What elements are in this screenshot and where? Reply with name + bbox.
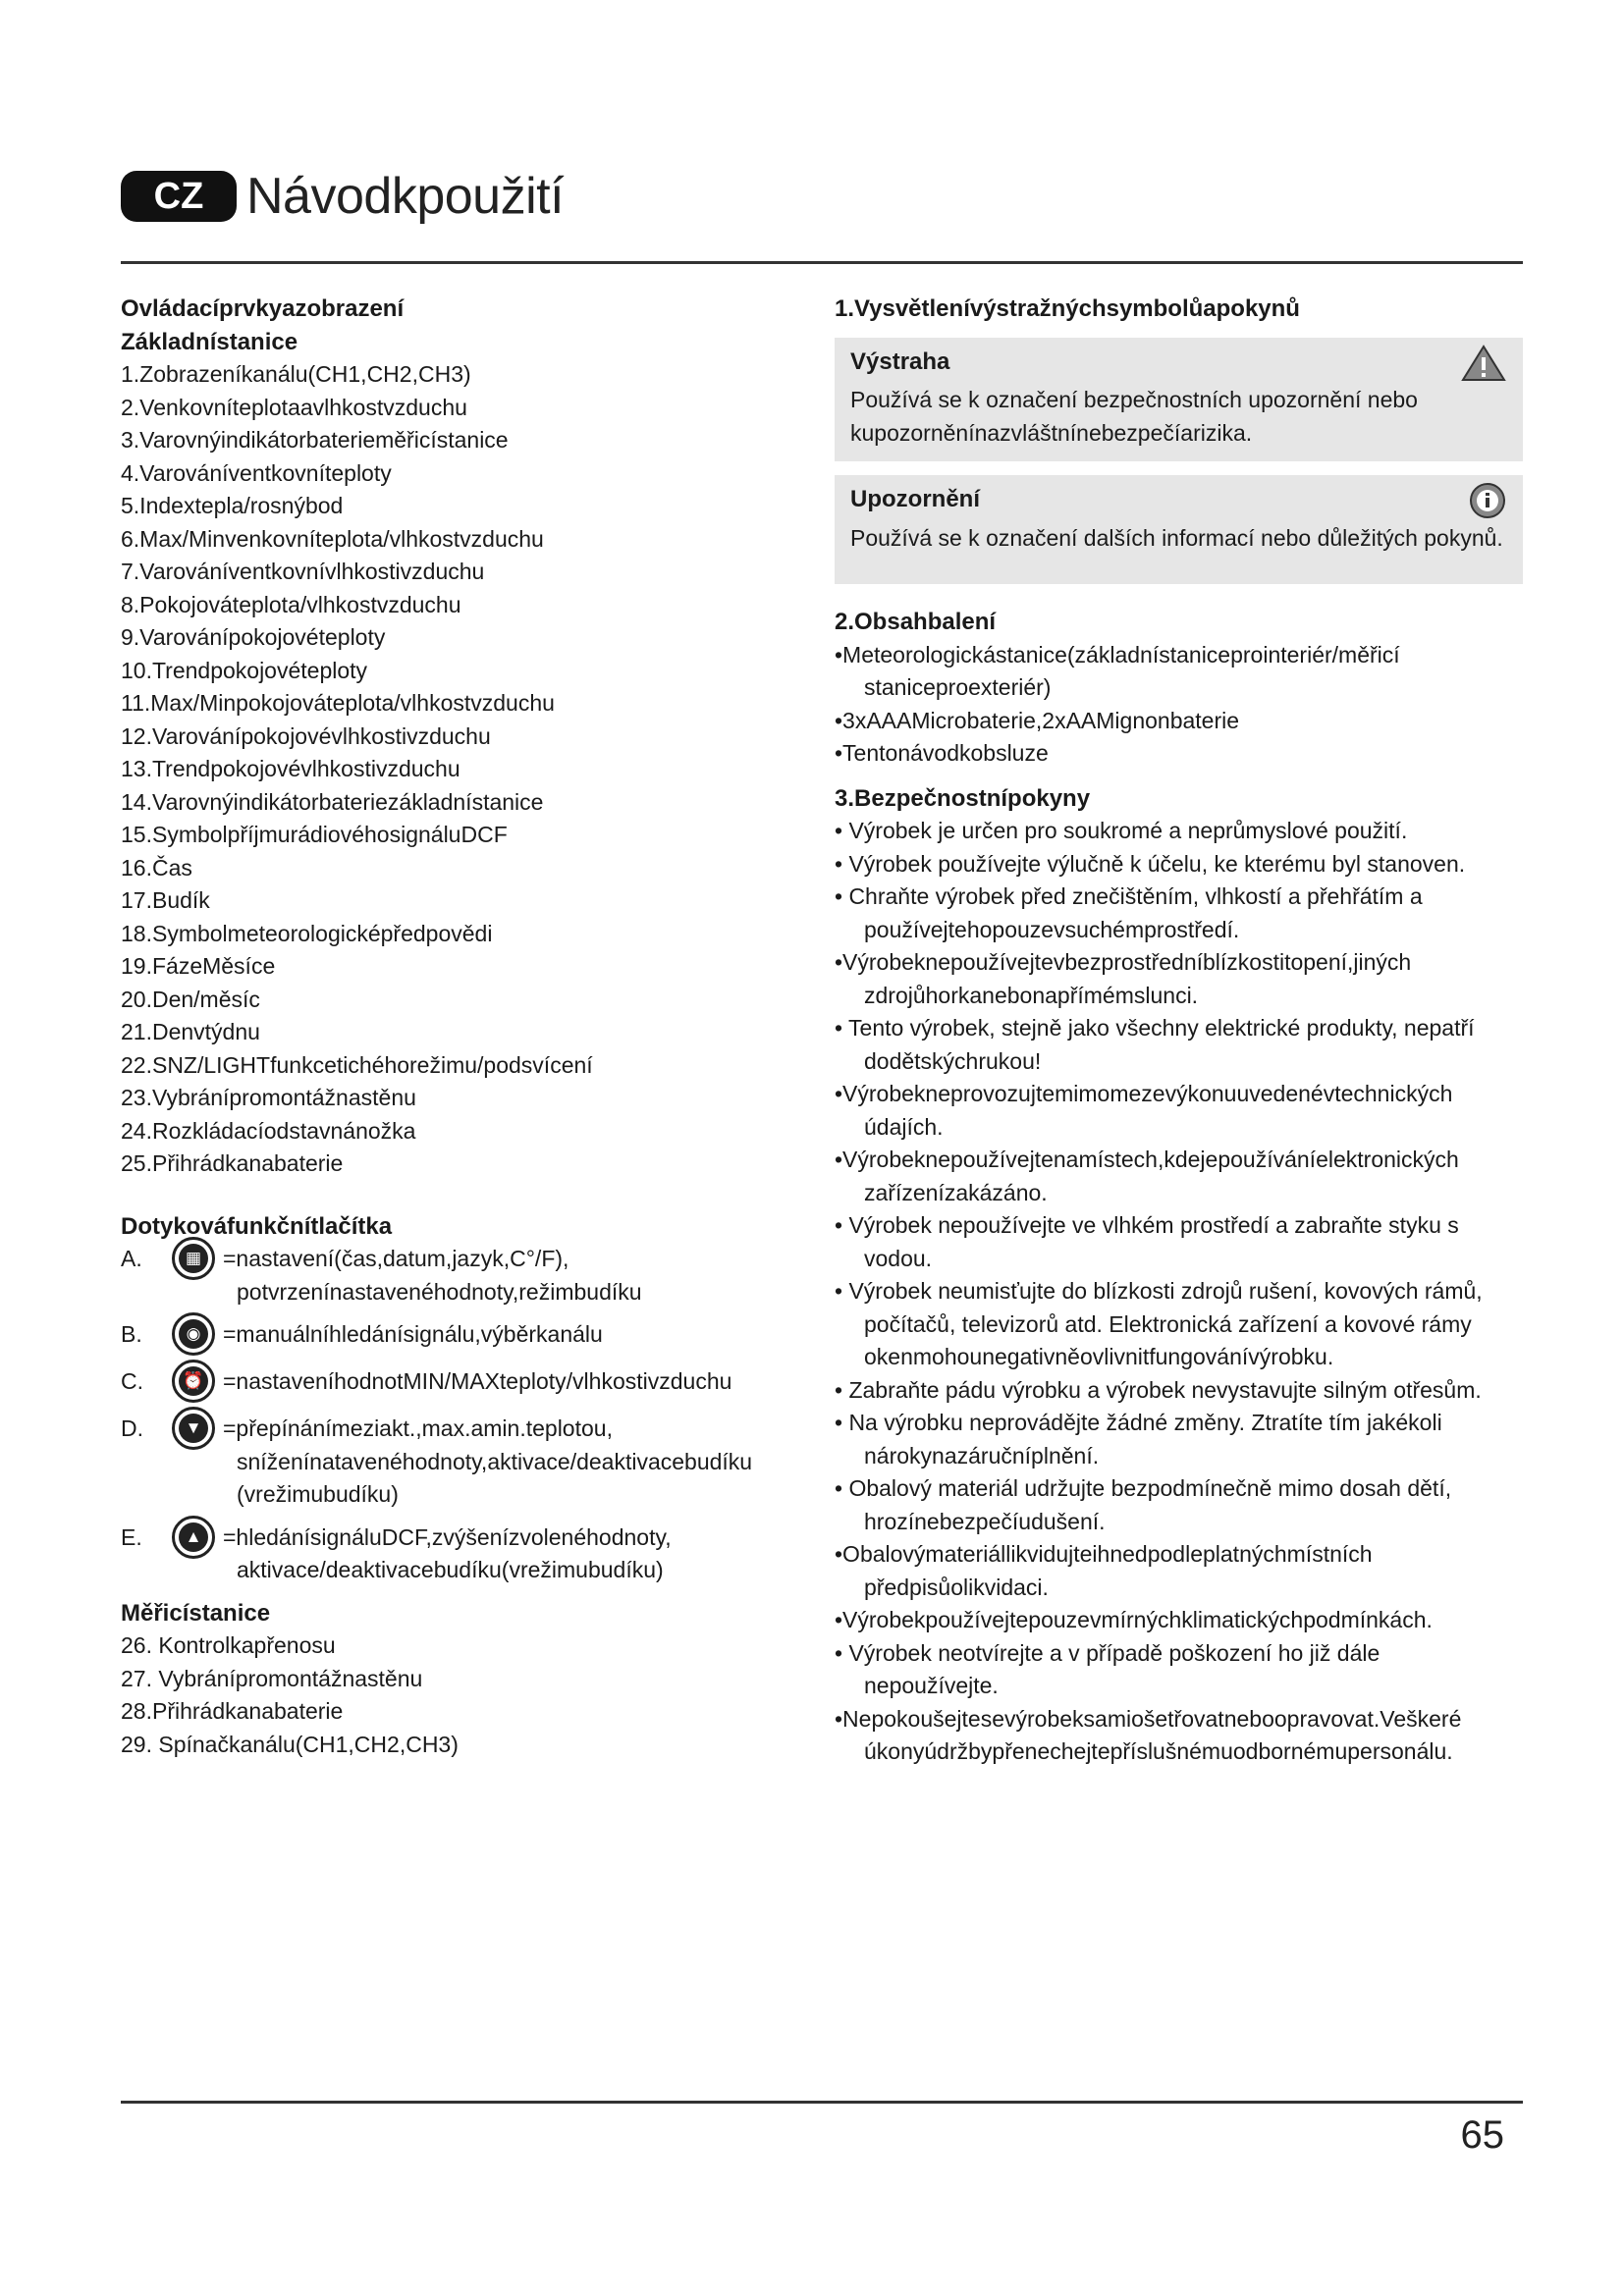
safety-list	[835, 815, 1523, 1769]
list-item: 23.Vybránípromontážnastěnu	[121, 1085, 416, 1110]
warning-line-2: kupozorněnínazvláštnínebezpečíarizika.	[850, 419, 1253, 446]
touch-buttons-title: Dotykováfunkčnítlačítka	[121, 1212, 393, 1240]
touch-button-description	[223, 1318, 788, 1352]
list-item: 4.Varováníventkovníteploty	[121, 459, 392, 486]
page-header	[121, 167, 564, 226]
bullet-line: •Tentonávodkobsluze	[835, 740, 1049, 766]
touch-button-line: (vrežimubudíku)	[237, 1481, 399, 1507]
list-item: 3.Varovnýindikátorbaterieměřicístanice	[121, 427, 509, 453]
page-title: Návodkpoužití	[246, 168, 565, 225]
warning-box	[835, 338, 1523, 462]
bullet-line: používejtehopouzevsuchémprostředí.	[864, 916, 1240, 942]
bullet-line: počítačů, televizorů atd. Elektronická zařízení a kovové rámy	[864, 1310, 1472, 1337]
touch-button-line: aktivace/deaktivacebudíku(vrežimubudíku)	[237, 1557, 664, 1582]
bullet-line: •3xAAAMicrobaterie,2xAAMignonbaterie	[835, 707, 1240, 733]
list-item: 21.Denvtýdnu	[121, 1019, 260, 1044]
bottom-divider	[121, 2101, 1523, 2104]
touch-button-letter: A.	[121, 1246, 142, 1271]
warning-title: Výstraha	[850, 347, 950, 375]
bullet-item	[835, 639, 1523, 705]
arrow-up-icon	[172, 1516, 215, 1559]
list-item: 12.Varovánípokojovévlhkostivzduchu	[121, 722, 491, 749]
touch-button-description	[223, 1365, 788, 1399]
bullet-item	[835, 1078, 1523, 1144]
list-item: 19.FázeMěsíce	[121, 953, 276, 979]
bullet-item	[835, 1144, 1523, 1209]
arrow-up-icon-glyph: ▲	[179, 1522, 208, 1552]
touch-button-line: potvrzenínastavenéhodnoty,režimbudíku	[237, 1278, 642, 1305]
bullet-line: •Meteorologickástanice(základnístaniceprointeriér/měřicí	[835, 641, 1400, 667]
touch-button-line: sníženínatavenéhodnoty,aktivace/deaktivacebudíku	[237, 1448, 753, 1474]
bullet-line: předpisůolikvidaci.	[864, 1574, 1049, 1600]
touch-button-letter: C.	[121, 1368, 143, 1394]
bullet-line: • Chraňte výrobek před znečištěním, vlhkostí a přehřátím a	[835, 883, 1423, 909]
page-number: 65	[1460, 2113, 1504, 2157]
list-item: 28.Přihrádkanabaterie	[121, 1698, 344, 1724]
touch-button-letter: B.	[121, 1321, 142, 1347]
note-line-1: Používá se k označení dalších informací nebo důležitých pokynů.	[850, 524, 1503, 551]
bullet-line: vodou.	[864, 1245, 933, 1271]
bullet-item	[835, 1538, 1523, 1604]
left-column	[121, 293, 788, 1761]
sensor-list	[121, 1629, 788, 1761]
list-item: 2.Venkovníteplotaavlhkostvzduchu	[121, 394, 467, 420]
bullet-line: úkonyúdržbypřenechejtepříslušnémuodbornémupersonálu.	[864, 1738, 1453, 1764]
bullet-item	[835, 737, 1523, 771]
bullet-item	[835, 1407, 1523, 1472]
bullet-line: zařízenízakázáno.	[864, 1179, 1048, 1205]
list-item: 18.Symbolmeteorologicképředpovědi	[121, 920, 493, 946]
grid-icon-glyph: ▦	[179, 1244, 208, 1273]
bullet-line: • Výrobek neotvírejte a v případě poškození ho již dále	[835, 1639, 1380, 1666]
touch-button-description	[223, 1413, 788, 1512]
list-item: 11.Max/Minpokojováteplota/vlhkostvzduchu	[121, 690, 555, 716]
bullet-line: • Na výrobku neprovádějte žádné změny. Ztratíte tím jakékoli	[835, 1410, 1442, 1435]
list-item: 20.Den/měsíc	[121, 986, 260, 1012]
bullet-line: • Tento výrobek, stejně jako všechny elektrické produkty, nepatří	[835, 1015, 1475, 1041]
touch-button-list	[121, 1243, 788, 1587]
touch-button-letter: E.	[121, 1523, 142, 1550]
bullet-line: zdrojůhorkanebonapřímémslunci.	[864, 982, 1199, 1008]
list-item: 15.SymbolpříjmurádiovéhosignáluDCF	[121, 822, 508, 847]
bullet-line: okenmohounegativněovlivnitfungovánívýrobku.	[864, 1344, 1334, 1369]
bullet-line: • Výrobek neumisťujte do blízkosti zdrojů rušení, kovových rámů,	[835, 1278, 1483, 1304]
list-item: 7.Varováníventkovnívlhkostivzduchu	[121, 559, 485, 584]
touch-button-letter: D.	[121, 1415, 143, 1441]
note-box	[835, 475, 1523, 584]
touch-button-row	[121, 1365, 788, 1403]
list-item: 24.Rozkládacíodstavnánožka	[121, 1117, 416, 1144]
bullet-item	[835, 881, 1523, 946]
list-item: 8.Pokojováteplota/vlhkostvzduchu	[121, 591, 461, 617]
bullet-item	[835, 705, 1523, 738]
bullet-line: • Výrobek používejte výlučně k účelu, ke kterému byl stanoven.	[835, 850, 1466, 877]
bullet-item	[835, 1604, 1523, 1637]
top-divider	[121, 261, 1523, 264]
touch-button-description	[223, 1243, 788, 1308]
bullet-line: • Obalový materiál udržujte bezpodmínečně mimo dosah dětí,	[835, 1475, 1452, 1501]
bullet-line: nárokynazáručníplnění.	[864, 1442, 1100, 1468]
list-item: 10.Trendpokojovéteploty	[121, 657, 368, 683]
info-icon	[1468, 481, 1507, 520]
list-item: 17.Budík	[121, 887, 210, 913]
touch-button-row	[121, 1413, 788, 1512]
bullet-line: • Výrobek je určen pro soukromé a neprůmyslové použití.	[835, 818, 1408, 843]
touch-button-line: =přepínánímeziakt.,max.amin.teplotou,	[223, 1415, 613, 1441]
list-item: 16.Čas	[121, 854, 192, 881]
touch-button-row	[121, 1318, 788, 1356]
bullet-item	[835, 1374, 1523, 1408]
list-item: 27. Vybránípromontážnastěnu	[121, 1665, 423, 1691]
language-badge: CZ	[121, 171, 237, 222]
right-column	[835, 293, 1523, 1769]
bullet-item	[835, 1703, 1523, 1769]
base-station-title: Základnístanice	[121, 328, 298, 355]
bullet-line: •Výrobekneprovozujtemimomezevýkonuuvedenévtechnických	[835, 1081, 1453, 1106]
list-item: 29. Spínačkanálu(CH1,CH2,CH3)	[121, 1731, 459, 1757]
bullet-item	[835, 1637, 1523, 1703]
warning-triangle-icon	[1460, 344, 1507, 383]
list-item: 26. Kontrolkapřenosu	[121, 1632, 336, 1658]
bullet-line: •Obalovýmateriállikvidujteihnedpodleplatnýchmístních	[835, 1541, 1373, 1567]
alarm-icon	[172, 1360, 215, 1403]
bullet-item	[835, 815, 1523, 848]
warning-line-1: Používá se k označení bezpečnostních upozornění nebo	[850, 387, 1418, 412]
safety-title: 3.Bezpečnostnípokyny	[835, 784, 1091, 812]
bullet-item	[835, 1012, 1523, 1078]
bullet-line: •Výrobeknepoužívejtenamístech,kdejepoužíváníelektronických	[835, 1147, 1459, 1172]
bullet-line: •Výrobekpoužívejtepouzevmírnýchklimatickýchpodmínkách.	[835, 1607, 1433, 1632]
grid-icon	[172, 1237, 215, 1280]
sensor-title: Měřicístanice	[121, 1599, 271, 1627]
touch-button-line: =nastaveníhodnotMIN/MAXteploty/vlhkostivzduchu	[223, 1368, 732, 1394]
bullet-item	[835, 1209, 1523, 1275]
bullet-item	[835, 946, 1523, 1012]
bullet-line: • Zabraňte pádu výrobku a výrobek nevystavujte silným otřesům.	[835, 1376, 1482, 1403]
symbols-title: 1.Vysvětlenívýstražnýchsymbolůapokynů	[835, 295, 1300, 322]
touch-button-description	[223, 1522, 788, 1587]
bullet-item	[835, 848, 1523, 881]
touch-button-line: =manuálníhledánísignálu,výběrkanálu	[223, 1321, 603, 1347]
touch-button-row	[121, 1522, 788, 1587]
controls-section-title: Ovládacíprvkyazobrazení	[121, 295, 405, 322]
list-item: 6.Max/Minvenkovníteplota/vlhkostvzduchu	[121, 525, 544, 552]
list-item: 22.SNZ/LIGHTfunkcetichéhorežimu/podsvícení	[121, 1051, 593, 1078]
bullet-line: • Výrobek nepoužívejte ve vlhkém prostředí a zabraňte styku s	[835, 1212, 1459, 1238]
list-item: 1.Zobrazeníkanálu(CH1,CH2,CH3)	[121, 361, 471, 387]
package-list	[835, 639, 1523, 771]
package-title: 2.Obsahbalení	[835, 609, 997, 635]
signal-icon	[172, 1312, 215, 1356]
bullet-line: nepoužívejte.	[864, 1673, 999, 1698]
bullet-line: údajích.	[864, 1113, 944, 1140]
touch-button-row	[121, 1243, 788, 1308]
base-station-list	[121, 358, 788, 1181]
list-item: 25.Přihrádkanabaterie	[121, 1150, 344, 1176]
bullet-line: •Nepokoušejtesevýrobeksamiošetřovatneboopravovat.Veškeré	[835, 1705, 1462, 1732]
touch-button-line: =nastavení(čas,datum,jazyk,C°/F),	[223, 1246, 569, 1271]
list-item: 14.Varovnýindikátorbateriezákladnístanice	[121, 788, 544, 815]
arrow-down-icon-glyph: ▼	[179, 1414, 208, 1443]
alarm-icon-glyph: ⏰	[179, 1366, 208, 1396]
touch-button-line: =hledánísignáluDCF,zvýšenízvolenéhodnoty,	[223, 1523, 672, 1550]
bullet-item	[835, 1472, 1523, 1538]
bullet-line: •Výrobeknepoužívejtevbezprostředníblízkostitopení,jiných	[835, 949, 1412, 975]
bullet-line: staniceproexteriér)	[864, 674, 1052, 700]
list-item: 13.Trendpokojovévlhkostivzduchu	[121, 756, 460, 781]
list-item: 9.Varovánípokojovéteploty	[121, 624, 386, 650]
bullet-line: hrozínebezpečíudušení.	[864, 1508, 1106, 1534]
note-title: Upozornění	[850, 486, 980, 512]
list-item: 5.Indextepla/rosnýbod	[121, 493, 344, 518]
signal-icon-glyph: ◉	[179, 1319, 208, 1349]
arrow-down-icon	[172, 1407, 215, 1450]
bullet-item	[835, 1275, 1523, 1374]
bullet-line: dodětskýchrukou!	[864, 1047, 1042, 1074]
